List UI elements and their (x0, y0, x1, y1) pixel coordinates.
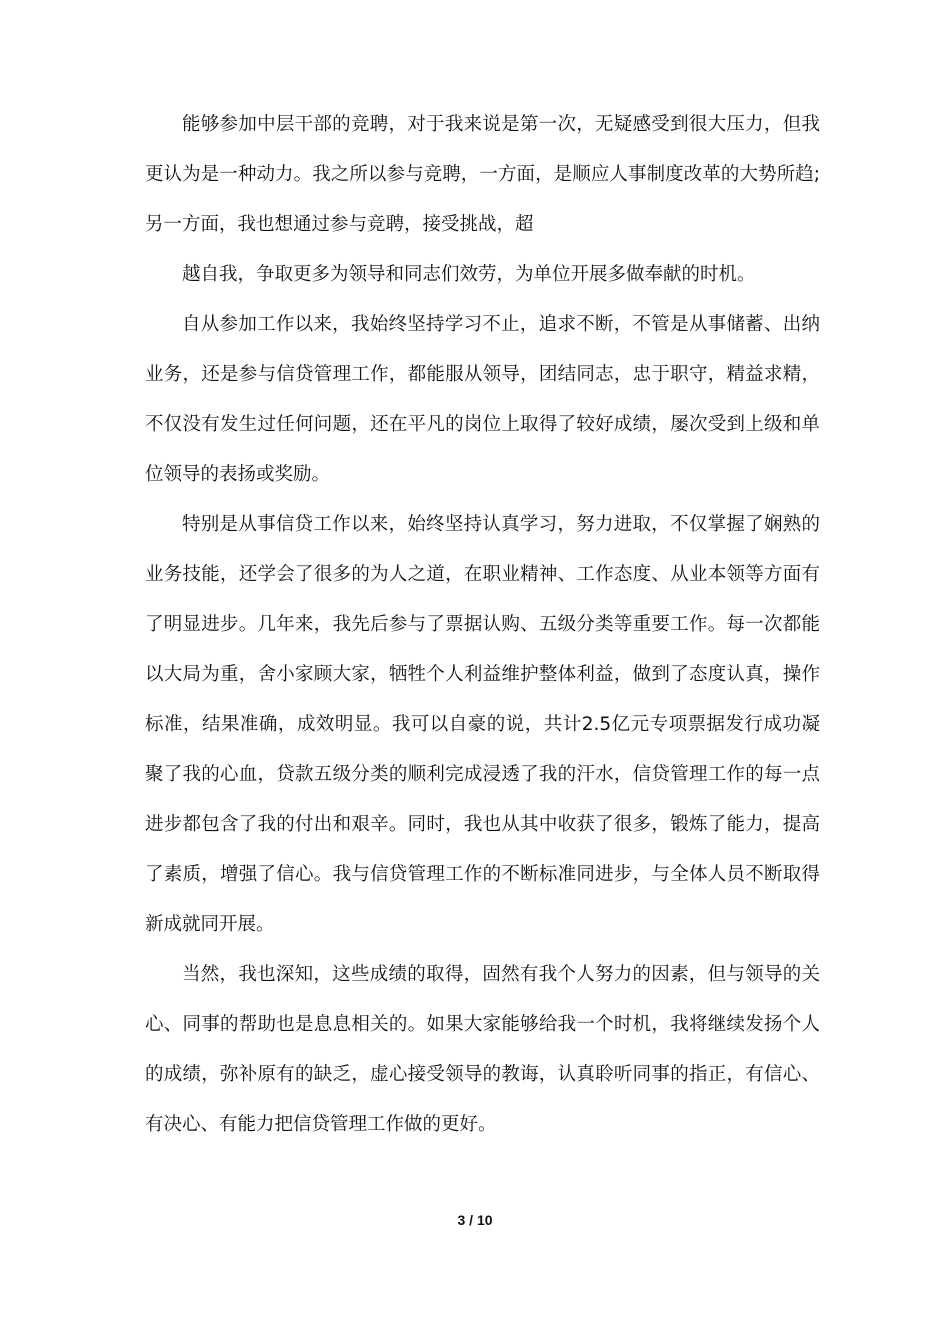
page-number: 3 / 10 (457, 1212, 493, 1228)
paragraph-3: 自从参加工作以来，我始终坚持学习不止，追求不断，不管是从事储蓄、出纳业务，还是参与信贷管理工作，都能服从领导，团结同志，忠于职守，精益求精，不仅没有发生过任何问题，还在平凡的岗位上取得了较好成绩，屡次受到上级和单位领导的表扬或奖励。 (145, 314, 820, 485)
paragraph-4: 特别是从事信贷工作以来，始终坚持认真学习，努力进取，不仅掌握了娴熟的业务技能，还学会了很多的为人之道，在职业精神、工作态度、从业本领等方面有了明显进步。几年来，我先后参与了票据认购、五级分类等重要工作。每一次都能以大局为重，舍小家顾大家，牺牲个人利益维护整体利益，做到了态度认真，操作标准，结果准确，成效明显。我可以自豪的说，共计2.5亿元专项票据发行成功凝聚了我的心血，贷款五级分类的顺利完成浸透了我的汗水，信贷管理工作的每一点进步都包含了我的付出和艰辛。同时，我也从其中收获了很多，锻炼了能力，提高了素质，增强了信心。我与信贷管理工作的不断标准同进步，与全体人员不断取得新成就同开展。 (145, 514, 820, 935)
document-body (145, 100, 820, 1150)
paragraph-1: 能够参加中层干部的竞聘，对于我来说是第一次，无疑感受到很大压力，但我更认为是一种动力。我之所以参与竞聘，一方面，是顺应人事制度改革的大势所趋;另一方面，我也想通过参与竞聘，接受挑战，超 (145, 114, 820, 235)
paragraph-5: 当然，我也深知，这些成绩的取得，固然有我个人努力的因素，但与领导的关心、同事的帮助也是息息相关的。如果大家能够给我一个时机，我将继续发扬个人的成绩，弥补原有的缺乏，虚心接受领导的教诲，认真聆听同事的指正，有信心、有决心、有能力把信贷管理工作做的更好。 (145, 964, 820, 1135)
paragraph-2: 越自我，争取更多为领导和同志们效劳，为单位开展多做奉献的时机。 (182, 264, 756, 285)
